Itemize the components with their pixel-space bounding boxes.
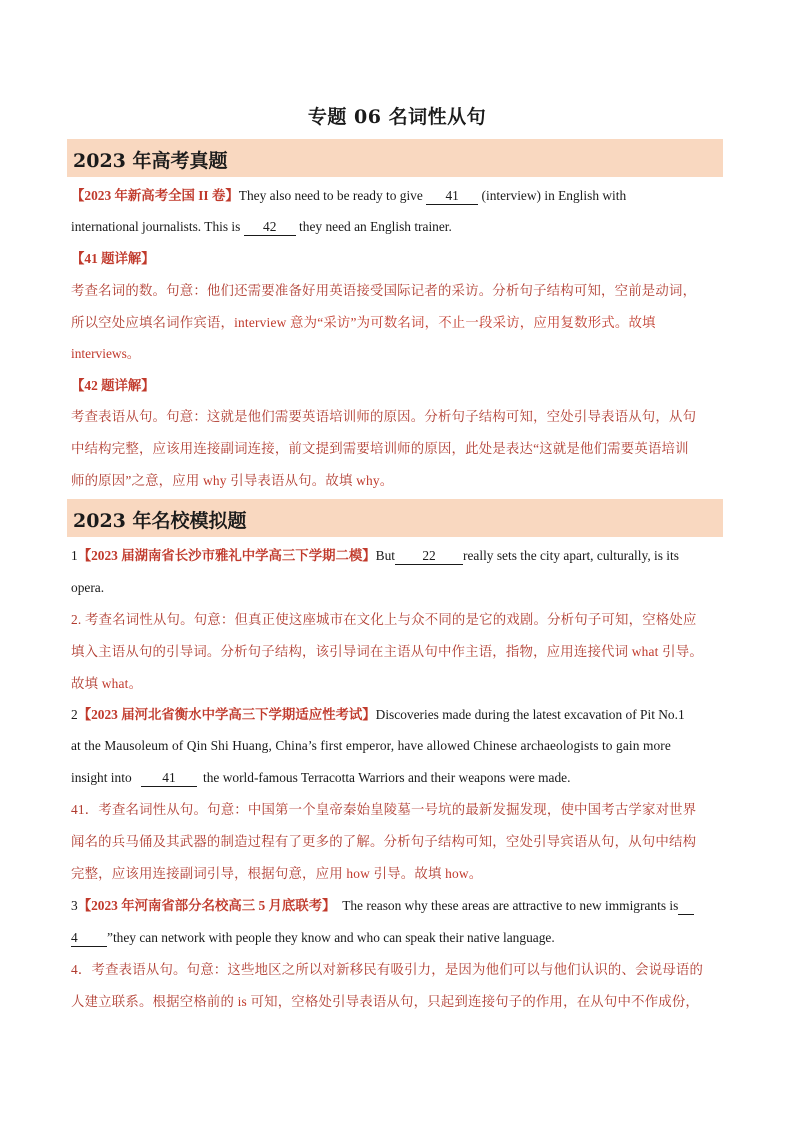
explanation-text: 考查名词的数。句意：他们还需要准备好用英语接受国际记者的采访。分析句子结构可知，空前是动词，	[71, 283, 697, 298]
explanation-span: 故填	[71, 676, 99, 691]
question-number: 2	[71, 707, 78, 722]
question-line	[71, 928, 732, 948]
answer-blank: 41	[141, 770, 197, 787]
question-line	[71, 705, 732, 725]
question-source: 【2023 年河南省部分名校高三 5 月底联考】	[77, 898, 336, 913]
explanation-span: why	[199, 473, 231, 488]
question-text: But	[375, 548, 396, 563]
question-text: international journalists. This is	[71, 219, 244, 234]
explanation-span: what	[628, 644, 663, 659]
explanation-text: 41．考查名词性从句。句意：中国第一个皇帝秦始皇陵墓一号坑的最新发掘发现，使中国考古学家对世界	[71, 802, 697, 817]
question-source: 【2023 届湖南省长沙市雅礼中学高三下学期二模】	[77, 548, 376, 563]
explanation-span: 所以空处应填名词作宾语，	[71, 315, 235, 330]
explanation-text: interviews。	[71, 346, 141, 361]
answer-blank: 42	[244, 219, 296, 236]
explanation-header: 【41 题详解】	[71, 251, 155, 266]
explanation-span: 人建立联系。根据空格前的	[71, 994, 235, 1009]
answer-blank-start	[678, 898, 694, 915]
explanation-span: why。	[352, 473, 394, 488]
question-text: they need an English trainer.	[295, 219, 452, 234]
question-text: opera.	[71, 580, 105, 595]
explanation-span: how。	[441, 866, 483, 881]
answer-blank: 41	[426, 188, 478, 205]
question-line	[71, 186, 732, 206]
explanation-span: what。	[98, 676, 143, 691]
section-header-gaokao	[67, 139, 723, 177]
question-text: (interview) in English with	[478, 188, 627, 203]
explanation-span: 可知，空格处引导表语从句，只起到连接句子的作用，在从句中不作成份，	[250, 994, 700, 1009]
explanation-text	[71, 471, 732, 491]
explanation-span: 引导。	[662, 644, 703, 659]
question-number: 1	[71, 548, 78, 563]
question-text: at the Mausoleum of Qin Shi Huang, China’s first emperor, have allowed Chinese archaeologists to gain more	[71, 738, 671, 753]
question-text: The reason why these areas are attractive to new immigrants is	[342, 898, 679, 913]
section-header-mock	[67, 499, 723, 537]
explanation-text	[71, 992, 732, 1012]
question-line	[71, 546, 732, 566]
answer-blank: 4	[71, 930, 107, 947]
explanation-text	[71, 313, 732, 333]
question-text: Discoveries made during the latest excavation of Pit No.1	[375, 707, 685, 722]
explanation-span: 引导表语从句。故填	[230, 473, 353, 488]
question-line	[71, 217, 732, 237]
page-title: 专题 06 名词性从句	[307, 106, 487, 128]
explanation-text: 闻名的兵马俑及其武器的制造过程有了更多的了解。分析句子结构可知，空处引导宾语从句，从句中结构	[71, 834, 697, 849]
explanation-text	[71, 642, 732, 662]
question-text: ”they can network with people they know and who can speak their native language.	[107, 930, 555, 945]
question-text: really sets the city apart, culturally, is its	[463, 548, 679, 563]
question-line	[71, 768, 732, 788]
explanation-span: 完整，应该用连接副词引导，根据句意，应用	[71, 866, 343, 881]
explanation-span: 师的原因”之意，应用	[71, 473, 200, 488]
question-text: insight into	[71, 770, 132, 785]
explanation-span: is	[234, 994, 251, 1009]
explanation-text: 考查表语从句。句意：这就是他们需要英语培训师的原因。分析句子结构可知，空处引导表语从句，从句	[71, 409, 697, 424]
answer-blank: 22	[395, 548, 463, 565]
section-title: 2023 年名校模拟题	[73, 510, 247, 532]
explanation-header: 【42 题详解】	[71, 378, 155, 393]
explanation-text	[71, 864, 732, 884]
question-text: the world-famous Terracotta Warriors and their weapons were made.	[203, 770, 571, 785]
question-number: 3	[71, 898, 78, 913]
explanation-text: 中结构完整，应该用连接副词连接，前文提到需要培训师的原因，此处是表达“这就是他们需要英语培训	[71, 441, 689, 456]
question-line	[71, 896, 732, 916]
question-source: 【2023 年新高考全国 II 卷】	[71, 188, 239, 203]
question-source: 【2023 届河北省衡水中学高三下学期适应性考试】	[77, 707, 376, 722]
explanation-span: how	[342, 866, 374, 881]
explanation-text: 2. 考查名词性从句。句意：但真正使这座城市在文化上与众不同的是它的戏剧。分析句子可知，空格处应	[71, 612, 697, 627]
question-text: They also need to be ready to give	[238, 188, 427, 203]
explanation-span: interview 意为“采访”为可数名词，不止一段采访，应用复数形式。故填	[234, 315, 656, 330]
section-title: 2023 年高考真题	[73, 150, 228, 172]
explanation-text: 4．考查表语从句。句意：这些地区之所以对新移民有吸引力，是因为他们可以与他们认识的、会说母语的	[71, 962, 704, 977]
explanation-span: 引导。故填	[373, 866, 442, 881]
explanation-span: 填入主语从句的引导词。分析句子结构，该引导词在主语从句中作主语，指物，应用连接代词	[71, 644, 629, 659]
explanation-text	[71, 674, 732, 694]
